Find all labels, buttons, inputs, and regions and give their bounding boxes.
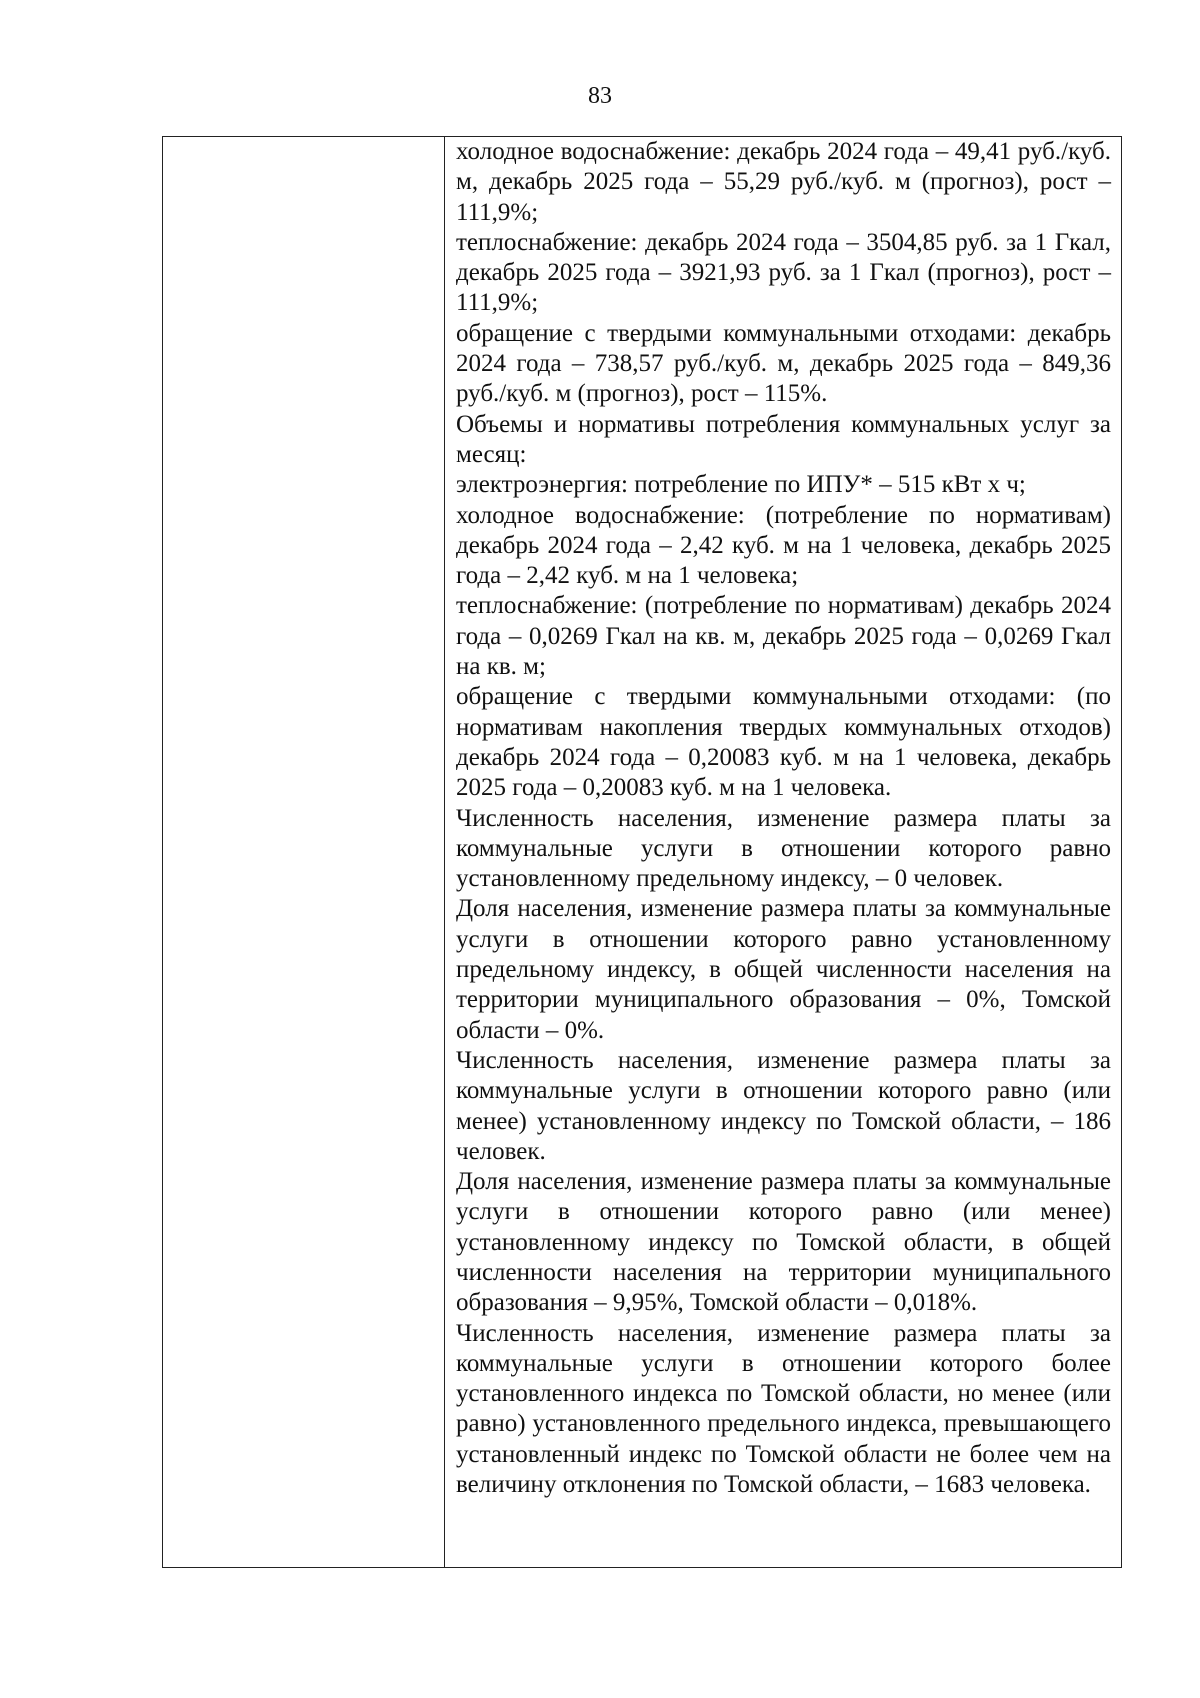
page-number: 83 bbox=[588, 83, 612, 109]
table-cell-right bbox=[445, 137, 1122, 1568]
paragraph-heating-tariff: теплоснабжение: декабрь 2024 года – 3504,85 руб. за 1 Гкал, декабрь 2025 года – 3921,93 руб. за 1 Гкал (прогноз), рост – 111,9%; bbox=[456, 228, 1111, 317]
paragraph-cold-water-tariff: холодное водоснабжение: декабрь 2024 года – 49,41 руб./куб. м, декабрь 2025 года – 55,29 руб./куб. м (прогноз), рост – 111,9%; bbox=[456, 138, 1111, 226]
table-cell-left bbox=[163, 137, 445, 1568]
paragraph-volumes-heading: Объемы и нормативы потребления коммунальных услуг за месяц: bbox=[456, 410, 1111, 468]
paragraph-cold-water-volume: холодное водоснабжение: (потребление по нормативам) декабрь 2024 года – 2,42 куб. м на 1 человека, декабрь 2025 года – 2,42 куб. м на 1 человека; bbox=[456, 501, 1111, 590]
table-row bbox=[163, 137, 1122, 1568]
paragraph-electricity-volume: электроэнергия: потребление по ИПУ* – 515 кВт х ч; bbox=[456, 471, 1026, 499]
paragraph-waste-volume: обращение с твердыми коммунальными отходами: (по нормативам накопления твердых коммунальных отходов) декабрь 2024 года – 0,20083 куб. м на 1 человека, декабрь 2025 года – 0,20083 куб. м на 1 человека. bbox=[456, 683, 1111, 802]
paragraph-population-above-index: Численность населения, изменение размера платы за коммунальные услуги в отношении которого более установленного индекса по Томской области, но менее (или равно) установленного предельного индекса, превышающего установленный индекс по Томской области не более чем на величину отклонения по Томской области, – 1683 человека. bbox=[456, 1319, 1111, 1499]
paragraph-heating-volume: теплоснабжение: (потребление по нормативам) декабрь 2024 года – 0,0269 Гкал на кв. м, декабрь 2025 года – 0,0269 Гкал на кв. м; bbox=[456, 592, 1111, 681]
paragraph-share-equal-limit: Доля населения, изменение размера платы за коммунальные услуги в отношении которого равно установленному предельному индексу, в общей численности населения на территории муниципального образования – 0%, Томской области – 0%. bbox=[456, 895, 1111, 1044]
paragraph-population-below-index: Численность населения, изменение размера платы за коммунальные услуги в отношении которого равно (или менее) установленному индексу по Томской области, – 186 человек. bbox=[456, 1046, 1111, 1165]
document-table bbox=[162, 136, 1122, 1568]
paragraph-population-equal-limit: Численность населения, изменение размера платы за коммунальные услуги в отношении которого равно установленному предельному индексу, – 0 человек. bbox=[456, 804, 1111, 893]
paragraph-waste-tariff: обращение с твердыми коммунальными отходами: декабрь 2024 года – 738,57 руб./куб. м, декабрь 2025 года – 849,36 руб./куб. м (прогноз), рост – 115%. bbox=[456, 319, 1111, 408]
paragraph-share-below-index: Доля населения, изменение размера платы за коммунальные услуги в отношении которого равно (или менее) установленному индексу по Томской области, в общей численности населения на территории муниципального образования – 9,95%, Томской области – 0,018%. bbox=[456, 1168, 1111, 1317]
